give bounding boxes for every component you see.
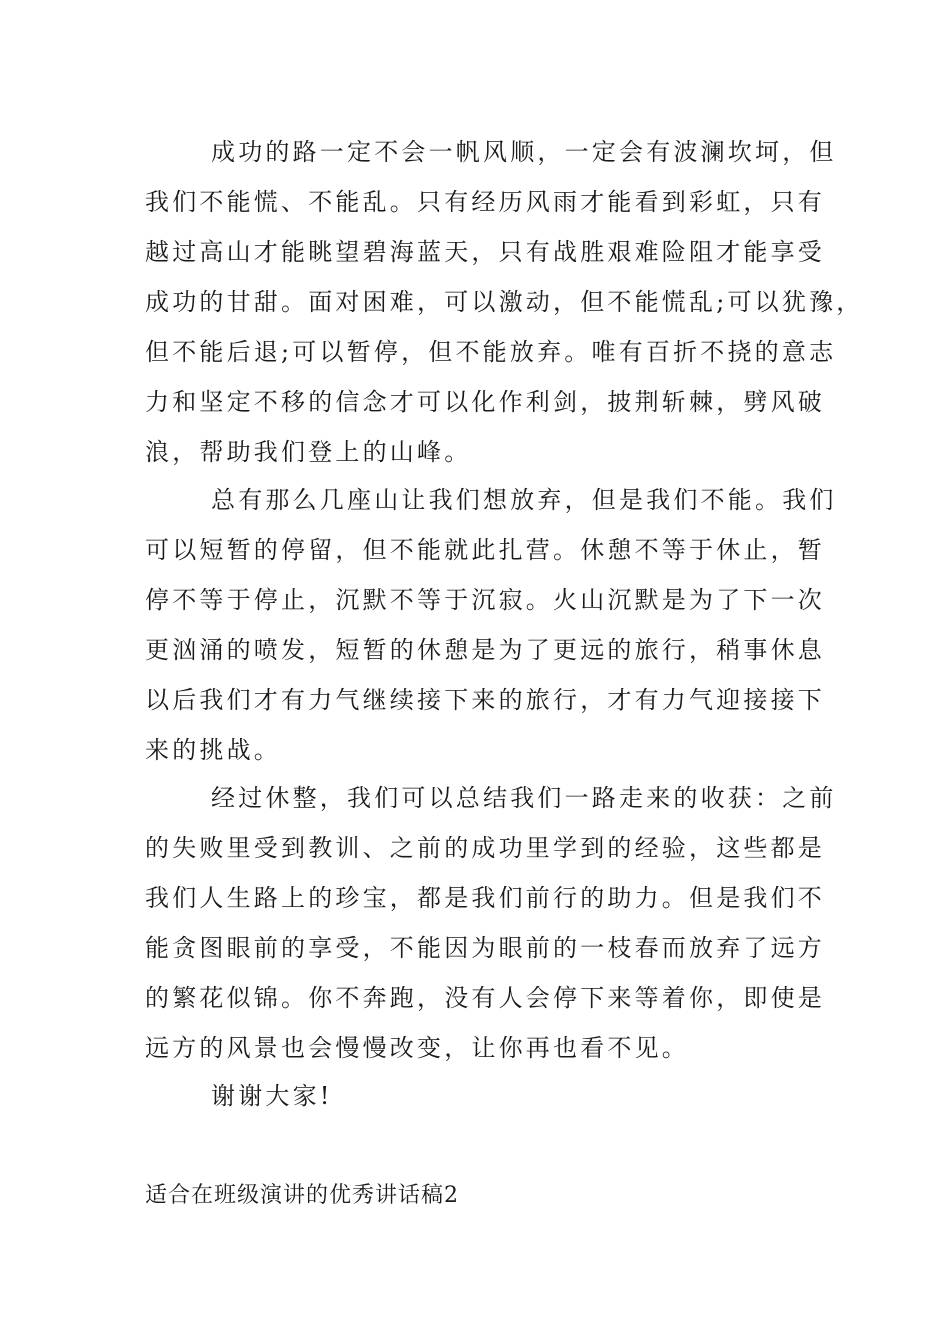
- paragraph-1-line-1: 成功的路一定不会一帆风顺，一定会有波澜坎坷，但: [211, 138, 837, 166]
- paragraph-3-line-3: 我们人生路上的珍宝，都是我们前行的助力。但是我们不: [145, 884, 825, 912]
- paragraph-3-line-4: 能贪图眼前的享受，不能因为眼前的一枝春而放弃了远方: [145, 934, 825, 962]
- paragraph-2-line-5: 以后我们才有力气继续接下来的旅行，才有力气迎接接下: [145, 686, 825, 714]
- paragraph-2-line-2: 可以短暂的停留，但不能就此扎营。休憩不等于休止，暂: [145, 536, 825, 564]
- paragraph-3-line-5: 的繁花似锦。你不奔跑，没有人会停下来等着你，即使是: [145, 984, 825, 1012]
- closing-thanks: 谢谢大家!: [211, 1082, 333, 1110]
- paragraph-3-line-6: 远方的风景也会慢慢改变，让你再也看不见。: [145, 1034, 689, 1062]
- paragraph-3-line-1: 经过休整，我们可以总结我们一路走来的收获：之前: [211, 784, 837, 812]
- paragraph-1-line-4: 成功的甘甜。面对困难，可以激动，但不能慌乱;可以犹豫，: [145, 288, 864, 316]
- paragraph-1-line-5: 但不能后退;可以暂停，但不能放弃。唯有百折不挠的意志: [145, 338, 837, 366]
- paragraph-2-line-4: 更汹涌的喷发，短暂的休憩是为了更远的旅行，稍事休息: [145, 636, 825, 664]
- paragraph-1-line-6: 力和坚定不移的信念才可以化作利剑，披荆斩棘，劈风破: [145, 388, 825, 416]
- paragraph-2-line-6: 来的挑战。: [145, 736, 281, 764]
- paragraph-1-line-7: 浪，帮助我们登上的山峰。: [145, 438, 472, 466]
- paragraph-3-line-2: 的失败里受到教训、之前的成功里学到的经验，这些都是: [145, 834, 825, 862]
- paragraph-2-line-3: 停不等于停止，沉默不等于沉寂。火山沉默是为了下一次: [145, 586, 825, 614]
- paragraph-2-line-1: 总有那么几座山让我们想放弃，但是我们不能。我们: [211, 486, 837, 514]
- paragraph-1-line-3: 越过高山才能眺望碧海蓝天，只有战胜艰难险阻才能享受: [145, 238, 825, 266]
- section-title: 适合在班级演讲的优秀讲话稿2: [145, 1183, 459, 1208]
- paragraph-1-line-2: 我们不能慌、不能乱。只有经历风雨才能看到彩虹，只有: [145, 188, 825, 216]
